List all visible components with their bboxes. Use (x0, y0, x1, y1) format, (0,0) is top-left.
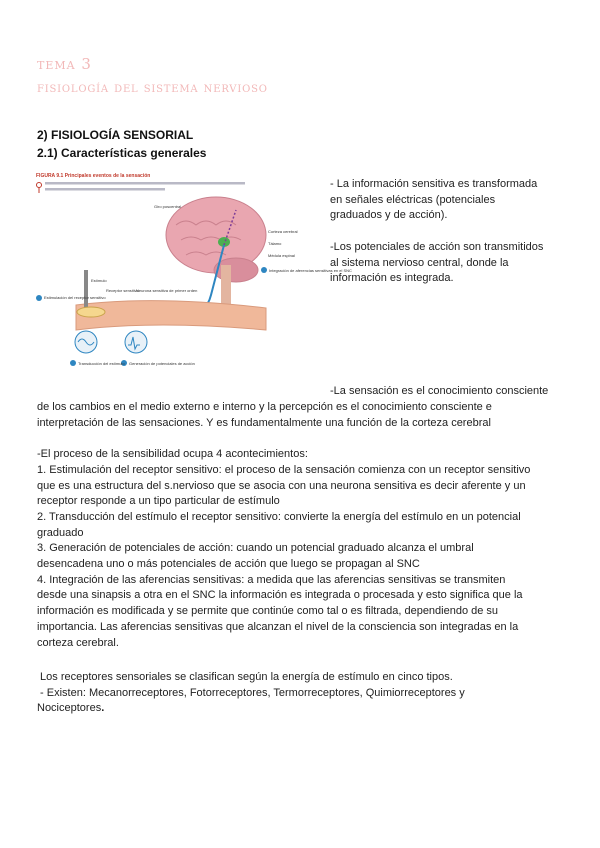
receptors-period: . (101, 702, 105, 715)
label-right-3: Médula espinal (268, 253, 295, 258)
right-column-text (330, 177, 543, 287)
body-line: de los cambios en el medio externo e interno y la percepción es el conocimiento consciente e (37, 401, 492, 413)
figure-caption-line (45, 182, 245, 185)
brainstem-shape (221, 265, 231, 305)
label-right-2: Tálamo (268, 241, 282, 246)
body-line: desencadena uno o más potenciales de acción que luego se propagan al SNC (37, 558, 420, 571)
label-neuron: Neurona sensitiva de primer orden (136, 288, 198, 293)
figure-pin-icon (37, 183, 42, 188)
body-line (37, 431, 597, 447)
body-text (37, 400, 597, 651)
body-line: -El proceso de la sensibilidad ocupa 4 acontecimientos: (37, 448, 308, 461)
right-line: graduados y de acción). (330, 209, 448, 222)
body-line: corteza cerebral. (37, 636, 119, 649)
right-line (330, 224, 543, 240)
label-step4: Integración de aferencias sensitivas en el SNC (269, 268, 352, 273)
receptors-line-2: - Existen: Mecanorreceptores, Fotorreceptores, Termorreceptores, Quimiorreceptores y (37, 686, 465, 699)
step4-marker (261, 267, 267, 273)
receptors-text (37, 670, 597, 717)
receptors-line-1: Los receptores sensoriales se clasifican según la energía de estímulo en cinco tipos. (37, 671, 453, 683)
label-step1: Estimulación del receptor sensitivo (44, 295, 106, 300)
receptor-shape (77, 307, 105, 317)
receptors-last-word: Nociceptores (37, 702, 102, 715)
body-line: información es modificada y se permite que continúe como tal o es filtrada, dependiendo de su (37, 605, 499, 618)
tema-title: tema 3 (37, 55, 92, 73)
figure-illustration (36, 170, 352, 375)
body-line: desde una sinapsis a otra en el SNC la información es integrada o procesada y esto significa que la (37, 589, 523, 602)
receptors-line-3 (37, 701, 597, 717)
right-line: información es integrada. (330, 272, 454, 285)
label-step3: Generación de potenciales de acción (129, 361, 195, 366)
sensation-figure (36, 170, 352, 375)
stimulus-probe (84, 270, 88, 308)
body-line: graduado (37, 526, 84, 539)
label-brain-top: Giro poscentral (154, 204, 182, 209)
figure-caption-title: FIGURA 9.1 Principales eventos de la sensación (36, 173, 151, 179)
body-line: importancia. Las aferencias sensitivas que alcanzan el nivel de la consciencia son integradas en la (37, 620, 519, 633)
section-heading: 2) FISIOLOGÍA SENSORIAL (37, 128, 194, 142)
body-line: interpretación de las sensaciones. Y es fundamentalmente una función de la corteza cerebral (37, 416, 491, 429)
section-subheading: 2.1) Características generales (37, 146, 207, 160)
figure-caption-line (45, 188, 165, 191)
body-line: 3. Generación de potenciales de acción: cuando un potencial graduado alcanza el umbral (37, 542, 474, 555)
right-line: - La información sensitiva es transformada (330, 178, 538, 190)
body-line: 1. Estimulación del receptor sensitivo: el proceso de la sensación comienza con un receptor sensitivo (37, 463, 531, 476)
right-line: -Los potenciales de acción son transmitidos (330, 240, 544, 253)
skin-section (76, 301, 266, 330)
step2-marker (70, 360, 76, 366)
label-step2: Transducción del estímulo (78, 361, 125, 366)
body-line: que es una estructura del s.nervioso que se asocia con una neurona sensitiva es decir aferente y un (37, 479, 526, 492)
action-potential-inset (125, 331, 147, 353)
step1-marker (36, 295, 42, 301)
right-line: al sistema nervioso central, donde la (330, 256, 509, 269)
label-stimulus: Estímulo (91, 278, 107, 283)
page-subtitle: fisiología del sistema nervioso (37, 80, 268, 96)
sensation-line: -La sensación es el conocimiento consciente (330, 385, 549, 397)
body-line: 2. Transducción del estímulo el receptor sensitivo: convierte la energía del estímulo en un potencial (37, 510, 521, 523)
label-receptor: Receptor sensitivo (106, 288, 139, 293)
body-line: 4. Integración de las aferencias sensitivas: a medida que las aferencias sensitivas se transmiten (37, 573, 506, 586)
label-right-1: Corteza cerebral (268, 229, 298, 234)
body-line: receptor responde a un tipo particular de estímulo (37, 495, 280, 508)
right-line: en señales eléctricas (potenciales (330, 193, 496, 206)
